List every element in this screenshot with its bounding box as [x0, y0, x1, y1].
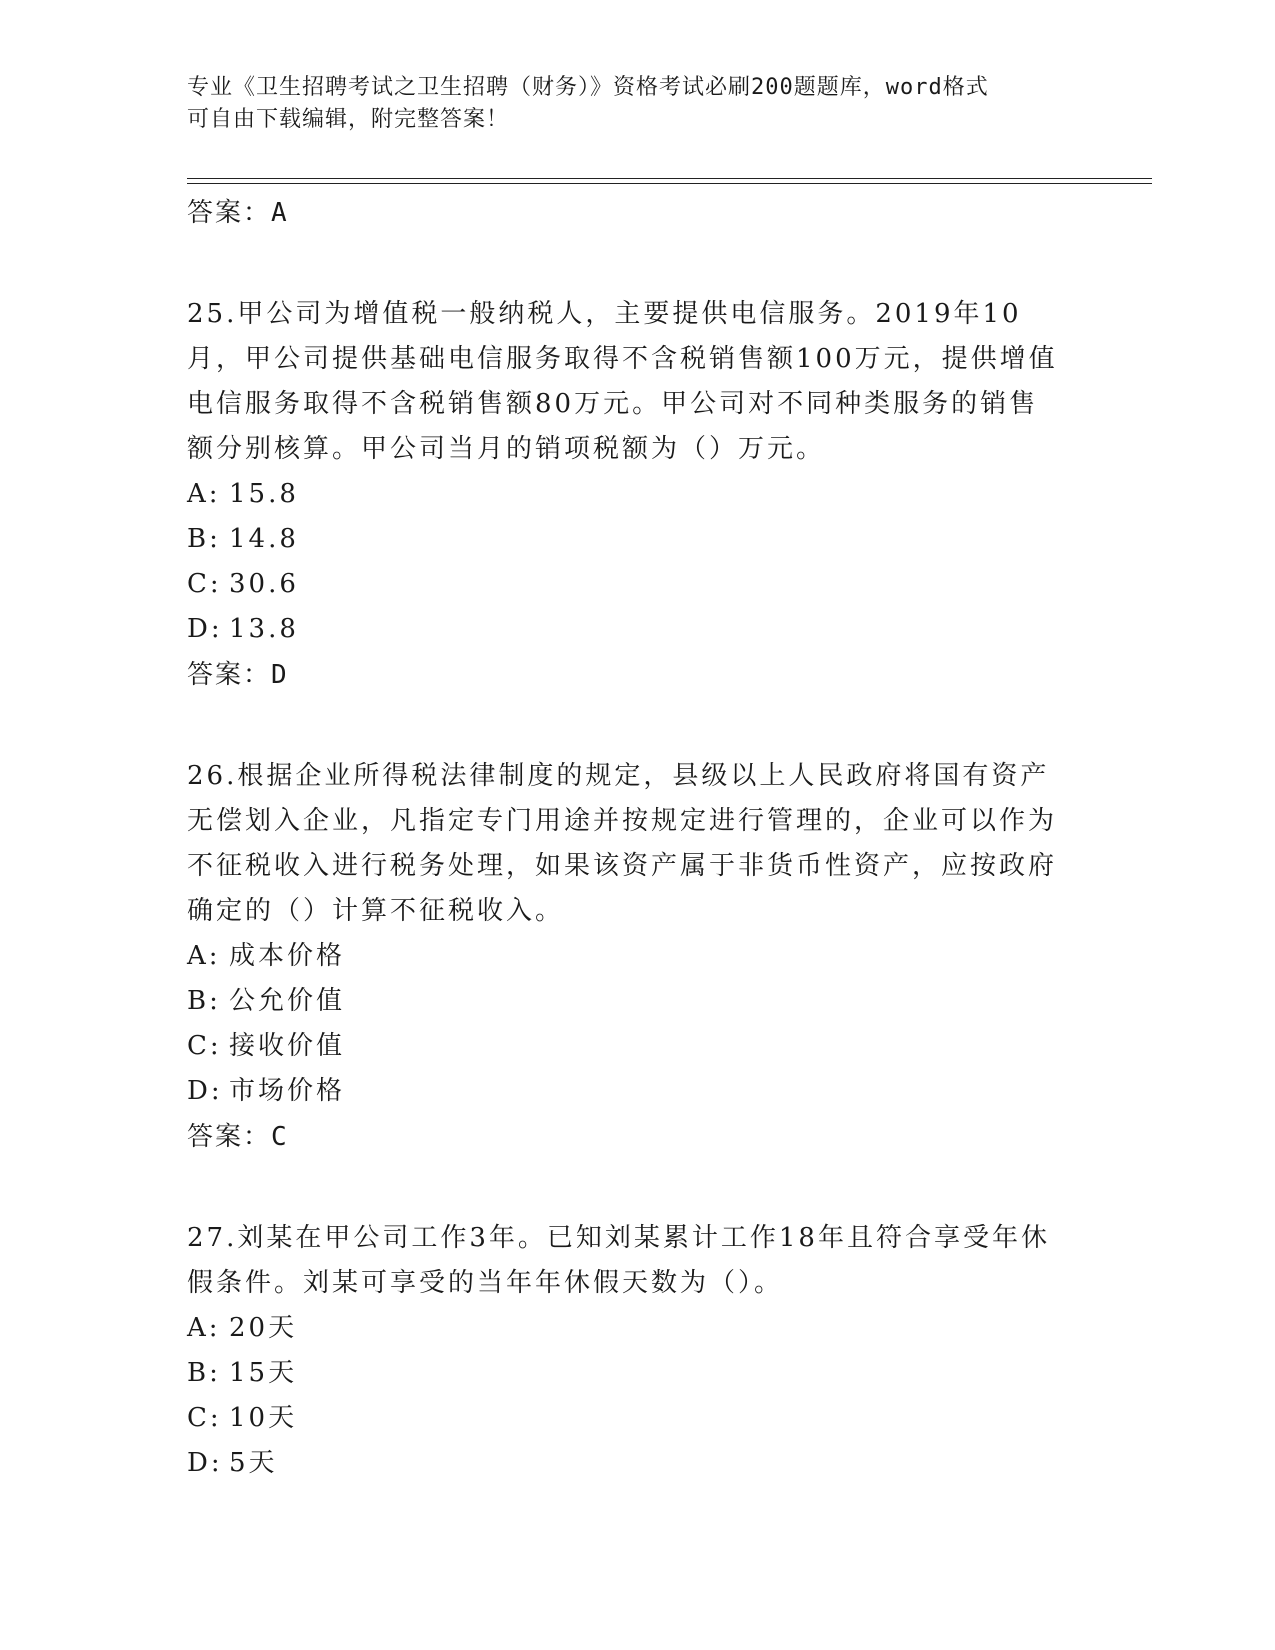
option-c — [187, 562, 1087, 607]
option-text: 30.6 — [229, 569, 299, 599]
option-text: 市场价格 — [229, 1076, 346, 1106]
question-list — [187, 190, 1087, 1486]
option-label: B: — [187, 524, 221, 554]
question-25 — [187, 292, 1087, 698]
option-a — [187, 1306, 1087, 1351]
option-label: C: — [187, 1403, 222, 1433]
question-answer: 答案：C — [187, 1122, 289, 1152]
option-label: B: — [187, 986, 221, 1016]
option-label: D: — [187, 1076, 223, 1106]
option-label: C: — [187, 1031, 222, 1061]
option-text: 成本价格 — [229, 941, 346, 971]
option-text: 15天 — [229, 1358, 298, 1388]
question-27 — [187, 1216, 1087, 1486]
header-divider-bottom — [187, 183, 1152, 184]
option-label: D: — [187, 614, 223, 644]
option-text: 14.8 — [229, 524, 299, 554]
option-d — [187, 1069, 1087, 1114]
option-text: 公允价值 — [229, 986, 346, 1016]
option-text: 接收价值 — [229, 1031, 346, 1061]
document-header — [187, 72, 1067, 136]
option-label: B: — [187, 1358, 221, 1388]
option-text: 5天 — [229, 1448, 278, 1478]
option-label: A: — [187, 479, 221, 509]
question-26 — [187, 754, 1087, 1160]
option-b — [187, 517, 1087, 562]
option-a — [187, 934, 1087, 979]
header-line-2: 可自由下载编辑，附完整答案！ — [187, 107, 510, 132]
option-text: 10天 — [229, 1403, 298, 1433]
option-label: A: — [187, 941, 221, 971]
option-label: D: — [187, 1448, 223, 1478]
option-d — [187, 1441, 1087, 1486]
option-b — [187, 1351, 1087, 1396]
option-c — [187, 1396, 1087, 1441]
question-stem: 25.甲公司为增值税一般纳税人，主要提供电信服务。2019年10月，甲公司提供基础电信服务取得不含税销售额100万元，提供增值电信服务取得不含税销售额80万元。甲公司对不同种类服务的销售额分别核算。甲公司当月的销项税额为（）万元。 — [187, 299, 1058, 464]
option-b — [187, 979, 1087, 1024]
option-c — [187, 1024, 1087, 1069]
header-line-1: 专业《卫生招聘考试之卫生招聘（财务）》资格考试必刷200题题库，word格式 — [187, 75, 989, 100]
question-stem: 27.刘某在甲公司工作3年。已知刘某累计工作18年且符合享受年休假条件。刘某可享受的当年年休假天数为（）。 — [187, 1223, 1050, 1298]
option-text: 20天 — [229, 1313, 298, 1343]
option-text: 13.8 — [229, 614, 299, 644]
question-stem: 26.根据企业所得税法律制度的规定，县级以上人民政府将国有资产无偿划入企业，凡指定专门用途并按规定进行管理的，企业可以作为不征税收入进行税务处理，如果该资产属于非货币性资产，应按政府确定的（）计算不征税收入。 — [187, 761, 1058, 926]
option-label: C: — [187, 569, 222, 599]
option-a — [187, 472, 1087, 517]
header-divider-top — [187, 178, 1152, 179]
option-d — [187, 607, 1087, 652]
question-answer: 答案：D — [187, 660, 289, 690]
previous-answer: 答案：A — [187, 198, 289, 228]
option-text: 15.8 — [229, 479, 299, 509]
option-label: A: — [187, 1313, 221, 1343]
